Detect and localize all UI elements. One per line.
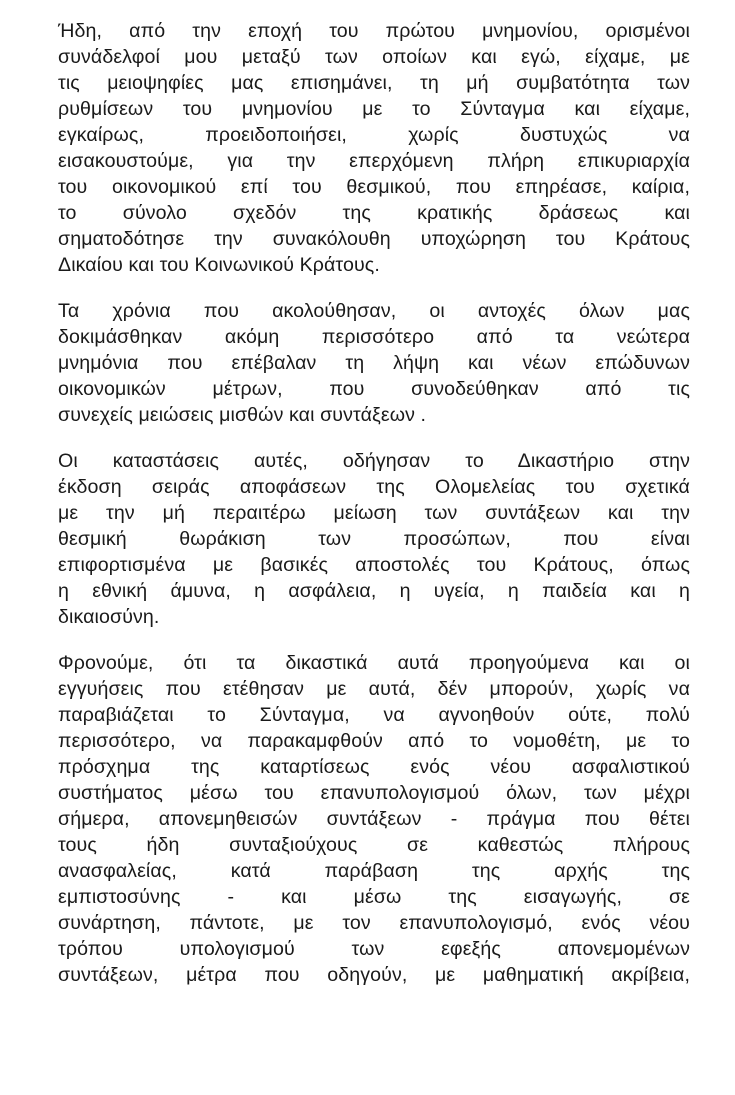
text-line: εισακουστούμε, για την επερχόμενη πλήρη επικυριαρχία [58, 150, 690, 172]
text-line: δικαιοσύνη. [58, 606, 160, 628]
text-line: σήμερα, απονεμηθεισών συντάξεων - πράγμα που θέτει [58, 808, 690, 830]
text-line: έκδοση σειράς αποφάσεων της Ολομελείας του σχετικά [58, 476, 690, 498]
text-line: συνάδελφοί μου μεταξύ των οποίων και εγώ, είχαμε, με [58, 46, 690, 68]
paragraph-2 [58, 298, 690, 428]
text-line: Οι καταστάσεις αυτές, οδήγησαν το Δικαστήριο στην [58, 450, 690, 472]
text-line: περισσότερο, να παρακαμφθούν από το νομοθέτη, με το [58, 730, 690, 752]
text-line: το σύνολο σχεδόν της κρατικής δράσεως και [58, 202, 690, 224]
text-line: ανασφαλείας, κατά παράβαση της αρχής της [58, 860, 690, 882]
text-line: παραβιάζεται το Σύνταγμα, να αγνοηθούν ούτε, πολύ [58, 704, 690, 726]
text-line: η εθνική άμυνα, η ασφάλεια, η υγεία, η παιδεία και η [58, 580, 690, 602]
text-line: επιφορτισμένα με βασικές αποστολές του Κράτους, όπως [58, 554, 690, 576]
text-line: σηματοδότησε την συνακόλουθη υποχώρηση του Κράτους [58, 228, 690, 250]
text-line: συνεχείς μειώσεις μισθών και συντάξεων . [58, 404, 427, 426]
document-page [58, 18, 690, 1008]
text-line: θεσμική θωράκιση των προσώπων, που είναι [58, 528, 690, 550]
paragraph-4 [58, 650, 690, 988]
text-line: μνημόνια που επέβαλαν τη λήψη και νέων επώδυνων [58, 352, 690, 374]
text-line: τρόπου υπολογισμού των εφεξής απονεμομένων [58, 938, 690, 960]
text-line: συνάρτηση, πάντοτε, με τον επανυπολογισμό, ενός νέου [58, 912, 690, 934]
text-line: εμπιστοσύνης - και μέσω της εισαγωγής, σε [58, 886, 690, 908]
text-line: οικονομικών μέτρων, που συνοδεύθηκαν από τις [58, 378, 690, 400]
text-line: δοκιμάσθηκαν ακόμη περισσότερο από τα νεώτερα [58, 326, 690, 348]
text-line: Τα χρόνια που ακολούθησαν, οι αντοχές όλων μας [58, 300, 690, 322]
text-line: συντάξεων, μέτρα που οδηγούν, με μαθηματική ακρίβεια, [58, 964, 690, 986]
text-line: εγκαίρως, προειδοποιήσει, χωρίς δυστυχώς να [58, 124, 690, 146]
text-line: του οικονομικού επί του θεσμικού, που επηρέασε, καίρια, [58, 176, 690, 198]
text-line: ρυθμίσεων του μνημονίου με το Σύνταγμα και είχαμε, [58, 98, 690, 120]
text-line: εγγυήσεις που ετέθησαν με αυτά, δέν μπορούν, χωρίς να [58, 678, 690, 700]
text-line: πρόσχημα της καταρτίσεως ενός νέου ασφαλιστικού [58, 756, 690, 778]
paragraph-1 [58, 18, 690, 278]
text-line: Ήδη, από την εποχή του πρώτου μνημονίου, ορισμένοι [58, 20, 690, 42]
text-line: με την μή περαιτέρω μείωση των συντάξεων και την [58, 502, 690, 524]
text-line: τους ήδη συνταξιούχους σε καθεστώς πλήρους [58, 834, 690, 856]
text-line: Δικαίου και του Κοινωνικού Κράτους. [58, 254, 380, 276]
text-line: συστήματος μέσω του επανυπολογισμού όλων, των μέχρι [58, 782, 690, 804]
text-line: τις μειοψηφίες μας επισημάνει, τη μή συμβατότητα των [58, 72, 690, 94]
text-line: Φρονούμε, ότι τα δικαστικά αυτά προηγούμενα και οι [58, 652, 690, 674]
paragraph-3 [58, 448, 690, 630]
